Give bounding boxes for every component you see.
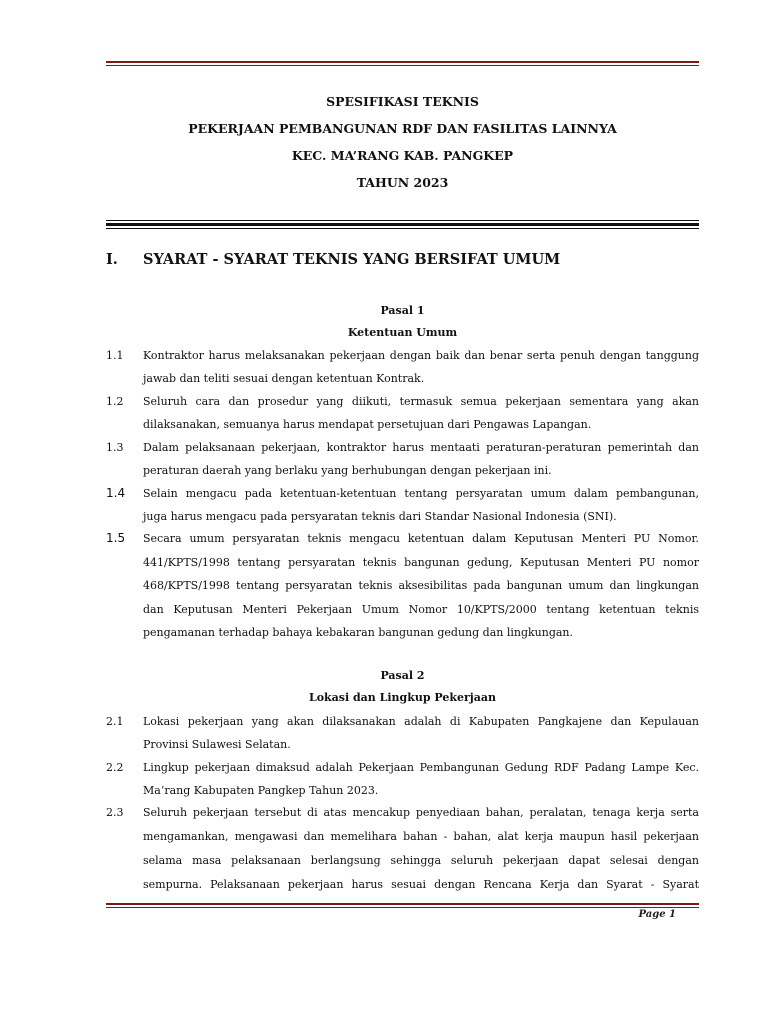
footer-rule-thin bbox=[106, 907, 699, 908]
doc-title-line-3: KEC. MA’RANG KAB. PANGKEP bbox=[291, 148, 514, 163]
item-number: 2.2 bbox=[106, 761, 124, 774]
item-text-line: dan Keputusan Menteri Pekerjaan Umum Nomor 10/KPTS/2000 tentang ketentuan teknis bbox=[143, 602, 699, 616]
item-text-line: jawab dan teliti sesuai dengan ketentuan Kontrak. bbox=[143, 372, 425, 385]
pasal-2-subtitle: Lokasi dan Lingkup Pekerjaan bbox=[308, 691, 497, 704]
item-text-line: sempurna. Pelaksanaan pekerjaan harus sesuai dengan Rencana Kerja dan Syarat - Syarat bbox=[143, 878, 699, 891]
doc-title-line-4: TAHUN 2023 bbox=[356, 175, 449, 190]
item-number: 1.2 bbox=[106, 395, 124, 408]
section-title: SYARAT - SYARAT TEKNIS YANG BERSIFAT UMUM bbox=[143, 251, 561, 268]
item-number: 1.3 bbox=[106, 441, 124, 454]
item-number: 1.4 bbox=[106, 486, 126, 500]
pasal-2-label: Pasal 2 bbox=[380, 669, 425, 682]
item-text-line: mengamankan, mengawasi dan memelihara bahan - bahan, alat kerja maupun hasil pekerjaan bbox=[143, 830, 699, 843]
item-text-line: pengamanan terhadap bahaya kebakaran bangunan gedung dan lingkungan. bbox=[143, 626, 574, 639]
title-rule-2 bbox=[106, 223, 699, 226]
item-text-line: juga harus mengacu pada persyaratan teknis dari Standar Nasional Indonesia (SNI). bbox=[143, 510, 617, 523]
page-number: Page 1 bbox=[638, 909, 676, 920]
item-number: 2.1 bbox=[106, 715, 124, 728]
item-number: 2.3 bbox=[106, 806, 124, 819]
item-text-line: Provinsi Sulawesi Selatan. bbox=[143, 738, 291, 751]
item-text-line: Selain mengacu pada ketentuan-ketentuan tentang persyaratan umum dalam pembangunan, bbox=[143, 487, 699, 500]
header-rule-thick bbox=[106, 61, 699, 63]
pasal-1-subtitle: Ketentuan Umum bbox=[347, 326, 458, 339]
item-text-line: Seluruh pekerjaan tersebut di atas mencakup penyediaan bahan, peralatan, tenaga kerja serta bbox=[143, 806, 699, 819]
item-text-line: Ma’rang Kabupaten Pangkep Tahun 2023. bbox=[143, 784, 379, 797]
item-text-line: 468/KPTS/1998 tentang persyaratan teknis aksesibilitas pada bangunan umum dan lingkungan bbox=[143, 579, 699, 592]
item-text-line: Seluruh cara dan prosedur yang diikuti, termasuk semua pekerjaan sementara yang akan bbox=[143, 395, 699, 408]
item-text-line: Lingkup pekerjaan dimaksud adalah Pekerjaan Pembangunan Gedung RDF Padang Lampe Kec. bbox=[143, 761, 699, 774]
item-text-line: Kontraktor harus melaksanakan pekerjaan dengan baik dan benar serta penuh dengan tanggung bbox=[143, 349, 699, 362]
item-text-line: Secara umum persyaratan teknis mengacu ketentuan dalam Keputusan Menteri PU Nomor. bbox=[143, 532, 699, 545]
item-number: 1.1 bbox=[106, 349, 124, 362]
title-rule-1 bbox=[106, 220, 699, 221]
header-rule-thin bbox=[106, 65, 699, 66]
item-text-line: Lokasi pekerjaan yang akan dilaksanakan adalah di Kabupaten Pangkajene dan Kepulauan bbox=[143, 715, 699, 728]
pasal-1-label: Pasal 1 bbox=[380, 304, 425, 317]
section-number: I. bbox=[106, 251, 118, 268]
item-text-line: selama masa pelaksanaan berlangsung sehingga seluruh pekerjaan dapat selesai dengan bbox=[143, 854, 699, 867]
item-text-line: peraturan daerah yang berlaku yang berhubungan dengan pekerjaan ini. bbox=[143, 464, 552, 477]
doc-title-line-2: PEKERJAAN PEMBANGUNAN RDF DAN FASILITAS LAINNYA bbox=[188, 121, 617, 136]
item-text-line: dilaksanakan, semuanya harus mendapat persetujuan dari Pengawas Lapangan. bbox=[143, 418, 592, 431]
doc-title-line-1: SPESIFIKASI TEKNIS bbox=[326, 94, 479, 109]
footer-rule-thick bbox=[106, 903, 699, 905]
item-text-line: Dalam pelaksanaan pekerjaan, kontraktor harus mentaati peraturan-peraturan pemerintah dan bbox=[143, 441, 699, 454]
item-number: 1.5 bbox=[106, 531, 126, 545]
title-rule-3 bbox=[106, 228, 699, 229]
item-text-line: 441/KPTS/1998 tentang persyaratan teknis bangunan gedung, Keputusan Menteri PU nomor bbox=[143, 555, 699, 569]
